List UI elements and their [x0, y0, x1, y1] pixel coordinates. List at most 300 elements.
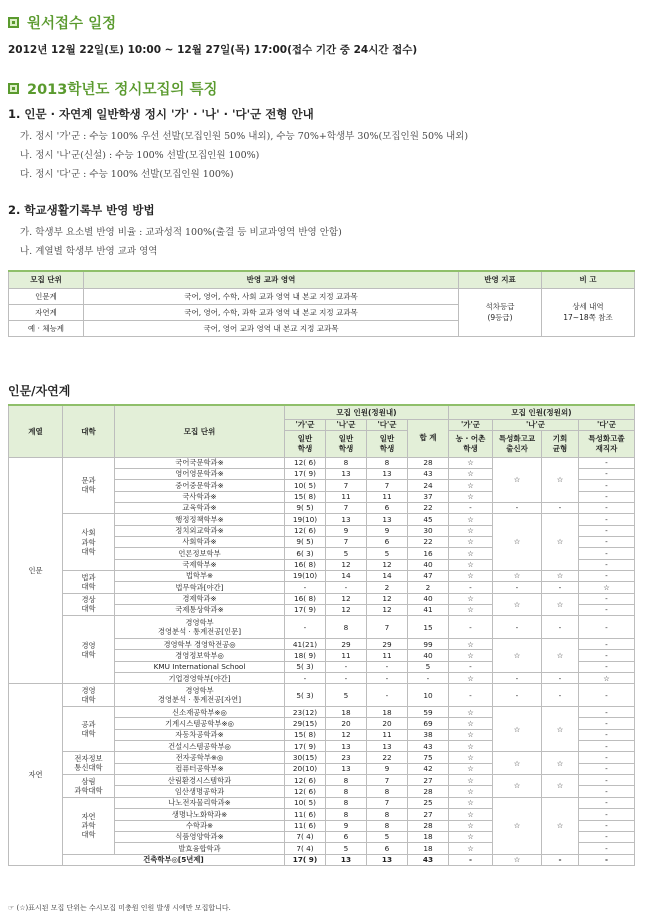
value-cell: 16( 8) [285, 559, 326, 570]
unit-cell: 발효융합학과 [115, 843, 285, 854]
value-cell: 12 [326, 604, 367, 615]
value-cell: ☆ [449, 491, 493, 502]
total-cell: 28 [408, 786, 449, 797]
value-cell: ☆ [542, 570, 579, 581]
total-cell: 25 [408, 797, 449, 808]
total-cell: 24 [408, 480, 449, 491]
value-cell: 16( 8) [285, 593, 326, 604]
feat-unit: 자연계 [9, 304, 84, 320]
total-cell: 47 [408, 570, 449, 581]
value-cell: 7 [326, 536, 367, 547]
value-cell: - [579, 616, 635, 639]
unit-cell: 컴퓨터공학부※ [115, 763, 285, 774]
value-cell: ☆ [542, 457, 579, 502]
value-cell: ☆ [449, 843, 493, 854]
value-cell: 13 [326, 741, 367, 752]
table-row [9, 797, 635, 808]
value-cell: - [285, 616, 326, 639]
item1-title: 1. 인문 · 자연계 일반학생 정시 '가' · '나' · '다'군 전형 안내 [8, 107, 314, 121]
value-cell: ☆ [449, 525, 493, 536]
value-cell: - [493, 616, 542, 639]
value-cell: - [449, 854, 493, 865]
value-cell: 20(10) [285, 763, 326, 774]
value-cell: 12 [367, 593, 408, 604]
value-cell: ☆ [449, 763, 493, 774]
apply-date-text: 2012년 12월 22일(토) 10:00 ~ 12월 27일(목) 17:00(접수 기간 중 24시간 접수) [8, 44, 418, 56]
total-cell: 41 [408, 604, 449, 615]
value-cell: 5 [326, 684, 367, 707]
unit-cell: 건축학부◎[5년제] [63, 854, 285, 865]
feat-subjects: 국어, 영어, 수학, 사회 교과 영역 내 본교 지정 교과목 [84, 288, 459, 304]
total-cell: 43 [408, 468, 449, 479]
header-quota-in: 모집 인원(정원내) [285, 405, 449, 419]
unit-cell: 전자공학부※◎ [115, 752, 285, 763]
unit-cell: 사회학과※ [115, 536, 285, 547]
value-cell: 7 [326, 480, 367, 491]
header-total: 합 계 [408, 419, 449, 457]
header-special-worker: 특성화고졸 재직자 [579, 430, 635, 457]
total-cell: 45 [408, 514, 449, 525]
green-square-icon [8, 17, 19, 28]
value-cell: ☆ [493, 639, 542, 673]
total-cell: 2 [408, 582, 449, 593]
value-cell: - [579, 593, 635, 604]
unit-cell: KMU International School [115, 661, 285, 672]
feat-header-note: 비 고 [542, 271, 635, 288]
apply-section-header [8, 12, 116, 33]
header-ga-out: '가'군 [449, 419, 493, 430]
total-cell: 42 [408, 763, 449, 774]
total-cell: 15 [408, 616, 449, 639]
value-cell: - [579, 491, 635, 502]
value-cell: 12( 6) [285, 775, 326, 786]
value-cell: 11 [326, 650, 367, 661]
value-cell: ☆ [493, 514, 542, 571]
value-cell: 8 [367, 820, 408, 831]
value-cell: 8 [326, 616, 367, 639]
value-cell: 29(15) [285, 718, 326, 729]
college-cell: 공과 대학 [63, 707, 115, 752]
feat-header-subjects: 반영 교과 영역 [84, 271, 459, 288]
total-cell: 22 [408, 502, 449, 513]
value-cell: 9( 5) [285, 536, 326, 547]
total-cell: 40 [408, 650, 449, 661]
value-cell: 11( 6) [285, 809, 326, 820]
value-cell: 7 [367, 775, 408, 786]
value-cell: - [579, 843, 635, 854]
value-cell: - [579, 650, 635, 661]
unit-cell: 경영학부 경영분석 · 통계전공[인문] [115, 616, 285, 639]
value-cell: ☆ [449, 468, 493, 479]
value-cell: ☆ [449, 650, 493, 661]
recruit-table [8, 404, 635, 866]
value-cell: - [579, 718, 635, 729]
green-square-icon [8, 83, 19, 94]
value-cell: ☆ [449, 831, 493, 842]
unit-cell: 법학부※ [115, 570, 285, 581]
value-cell: ☆ [449, 639, 493, 650]
value-cell: - [579, 661, 635, 672]
unit-cell: 국제학부※ [115, 559, 285, 570]
value-cell: - [579, 604, 635, 615]
value-cell: 10( 5) [285, 480, 326, 491]
unit-cell: 국제통상학과※ [115, 604, 285, 615]
value-cell: ☆ [579, 582, 635, 593]
header-equal-opp: 기회 균형 [542, 430, 579, 457]
value-cell: - [542, 502, 579, 513]
unit-cell: 식품영양학과※ [115, 831, 285, 842]
value-cell: - [449, 502, 493, 513]
value-cell: - [449, 661, 493, 672]
unit-cell: 행정정책학부※ [115, 514, 285, 525]
value-cell: 17( 9) [285, 604, 326, 615]
item1-line-3: 다. 정시 '다'군 : 수능 100% 선발(모집인원 100%) [20, 169, 234, 180]
value-cell: ☆ [449, 752, 493, 763]
total-cell: 43 [408, 741, 449, 752]
value-cell: - [367, 661, 408, 672]
value-cell: - [579, 468, 635, 479]
value-cell: 6 [367, 502, 408, 513]
value-cell: 13 [326, 514, 367, 525]
feat-note: 상세 내역 17~18쪽 참조 [542, 288, 635, 336]
item1-line-2: 나. 정시 '나'군(신설) : 수능 100% 선발(모집인원 100%) [20, 150, 260, 161]
value-cell: 5( 3) [285, 684, 326, 707]
value-cell: - [326, 582, 367, 593]
feat-unit: 인문계 [9, 288, 84, 304]
value-cell: - [326, 661, 367, 672]
value-cell: - [579, 809, 635, 820]
value-cell: - [579, 457, 635, 468]
value-cell: 8 [367, 809, 408, 820]
value-cell: 7 [367, 616, 408, 639]
value-cell: - [367, 684, 408, 707]
college-cell: 경영 대학 [63, 684, 115, 707]
value-cell: ☆ [449, 559, 493, 570]
total-cell: 30 [408, 525, 449, 536]
value-cell: 6( 3) [285, 548, 326, 559]
value-cell: 30(15) [285, 752, 326, 763]
value-cell: 11 [367, 729, 408, 740]
unit-cell: 건설시스템공학부◎ [115, 741, 285, 752]
value-cell: ☆ [449, 718, 493, 729]
value-cell: - [579, 752, 635, 763]
header-ga: '가'군 [285, 419, 326, 430]
value-cell: 8 [326, 775, 367, 786]
total-cell: 40 [408, 559, 449, 570]
unit-cell: 경영정보학부◎ [115, 650, 285, 661]
value-cell: 6 [326, 831, 367, 842]
value-cell: - [579, 480, 635, 491]
value-cell: 23(12) [285, 707, 326, 718]
item2-title: 2. 학교생활기록부 반영 방법 [8, 203, 155, 217]
value-cell: 12 [326, 559, 367, 570]
unit-cell: 수학과※ [115, 820, 285, 831]
total-cell: 27 [408, 809, 449, 820]
value-cell: - [367, 673, 408, 684]
value-cell: 7 [367, 797, 408, 808]
value-cell: 9 [326, 820, 367, 831]
value-cell: - [579, 763, 635, 774]
value-cell: 11 [326, 491, 367, 502]
total-cell: 28 [408, 820, 449, 831]
value-cell: ☆ [449, 604, 493, 615]
value-cell: 5 [367, 548, 408, 559]
value-cell: 5 [326, 548, 367, 559]
college-cell: 문과 대학 [63, 457, 115, 514]
table-row [9, 752, 635, 763]
total-cell: 69 [408, 718, 449, 729]
value-cell: ☆ [542, 593, 579, 616]
value-cell: 7 [367, 480, 408, 491]
recruit-section-title: 인문/자연계 [8, 384, 71, 398]
value-cell: - [579, 536, 635, 547]
value-cell: 14 [326, 570, 367, 581]
unit-cell: 생명나노화학과※ [115, 809, 285, 820]
value-cell: ☆ [449, 480, 493, 491]
value-cell: - [493, 502, 542, 513]
unit-cell: 중어중문학과※ [115, 480, 285, 491]
value-cell: - [579, 831, 635, 842]
total-cell: 18 [408, 843, 449, 854]
unit-cell: 신소재공학부※◎ [115, 707, 285, 718]
header-na: '나'군 [326, 419, 367, 430]
value-cell: 5 [367, 831, 408, 842]
header-general: 일반 학생 [326, 430, 367, 457]
value-cell: 8 [326, 797, 367, 808]
value-cell: - [579, 514, 635, 525]
total-cell: 37 [408, 491, 449, 502]
value-cell: ☆ [542, 514, 579, 571]
value-cell: ☆ [449, 741, 493, 752]
value-cell: - [579, 639, 635, 650]
header-quota-out: 모집 인원(정원외) [449, 405, 635, 419]
value-cell: 7( 4) [285, 843, 326, 854]
value-cell: 22 [367, 752, 408, 763]
value-cell: ☆ [542, 707, 579, 752]
value-cell: 13 [367, 854, 408, 865]
value-cell: ☆ [542, 752, 579, 775]
value-cell: - [579, 729, 635, 740]
feat-unit: 예 · 체능계 [9, 320, 84, 336]
value-cell: 12 [326, 593, 367, 604]
header-track: 계열 [9, 405, 63, 457]
value-cell: - [579, 525, 635, 536]
value-cell: 29 [367, 639, 408, 650]
value-cell: ☆ [493, 457, 542, 502]
value-cell: 13 [367, 468, 408, 479]
value-cell: ☆ [449, 673, 493, 684]
value-cell: 29 [326, 639, 367, 650]
value-cell: - [449, 582, 493, 593]
value-cell: ☆ [449, 797, 493, 808]
value-cell: - [579, 854, 635, 865]
value-cell: 11 [367, 491, 408, 502]
table-row [9, 854, 635, 865]
total-cell: 40 [408, 593, 449, 604]
unit-cell: 기계시스템공학부※◎ [115, 718, 285, 729]
feat-header-indicator: 반영 지표 [459, 271, 542, 288]
value-cell: 18 [367, 707, 408, 718]
value-cell: 12 [367, 604, 408, 615]
value-cell: ☆ [542, 797, 579, 854]
value-cell: - [579, 570, 635, 581]
total-cell: 18 [408, 831, 449, 842]
value-cell: 9 [367, 525, 408, 536]
value-cell: 6 [367, 843, 408, 854]
total-cell: 38 [408, 729, 449, 740]
value-cell: - [326, 673, 367, 684]
value-cell: 5( 3) [285, 661, 326, 672]
value-cell: 18 [326, 707, 367, 718]
value-cell: 12 [367, 559, 408, 570]
track-cell: 인문 [9, 457, 63, 684]
value-cell: - [579, 502, 635, 513]
value-cell: 9 [326, 525, 367, 536]
school-record-table [8, 270, 635, 337]
value-cell: ☆ [493, 797, 542, 854]
value-cell: 14 [367, 570, 408, 581]
college-cell: 삼림 과학대학 [63, 775, 115, 798]
table-row [9, 514, 635, 525]
value-cell: - [579, 820, 635, 831]
item1-line-1: 가. 정시 '가'군 : 수능 100% 우선 선발(모집인원 50% 내외), 수능 70%+학생부 30%(모집인원 50% 내외) [20, 131, 469, 142]
value-cell: - [542, 673, 579, 684]
value-cell: 19(10) [285, 570, 326, 581]
value-cell: - [285, 582, 326, 593]
value-cell: 9 [367, 763, 408, 774]
header-unit: 모집 단위 [115, 405, 285, 457]
unit-cell: 국어국문학과※ [115, 457, 285, 468]
value-cell: 8 [326, 457, 367, 468]
college-cell: 자연 과학 대학 [63, 797, 115, 854]
track-cell: 자연 [9, 684, 63, 866]
unit-cell: 법무학과[야간] [115, 582, 285, 593]
unit-cell: 자동차공학과※ [115, 729, 285, 740]
value-cell: ☆ [449, 809, 493, 820]
value-cell: 9( 5) [285, 502, 326, 513]
value-cell: - [579, 775, 635, 786]
value-cell: ☆ [449, 536, 493, 547]
value-cell: - [493, 684, 542, 707]
value-cell: 8 [326, 809, 367, 820]
total-cell: 28 [408, 457, 449, 468]
apply-section-title: 원서접수 일정 [27, 16, 117, 32]
value-cell: - [449, 616, 493, 639]
value-cell: 5 [326, 843, 367, 854]
value-cell: - [542, 854, 579, 865]
value-cell: 13 [326, 854, 367, 865]
header-general: 일반 학생 [285, 430, 326, 457]
value-cell: ☆ [449, 457, 493, 468]
total-cell: 75 [408, 752, 449, 763]
unit-cell: 정치외교학과※ [115, 525, 285, 536]
value-cell: ☆ [449, 729, 493, 740]
table-row [9, 457, 635, 468]
value-cell: - [579, 797, 635, 808]
value-cell: 20 [367, 718, 408, 729]
value-cell: ☆ [449, 593, 493, 604]
value-cell: - [542, 684, 579, 707]
table-row [9, 593, 635, 604]
value-cell: 12( 6) [285, 457, 326, 468]
features-section-header [8, 78, 218, 99]
recruit-table-body [9, 457, 635, 865]
unit-cell: 경제학과※ [115, 593, 285, 604]
unit-cell: 경영학부 경영학전공◎ [115, 639, 285, 650]
value-cell: - [579, 548, 635, 559]
item2-line-1: 가. 학생부 요소별 반영 비율 : 교과성적 100%(출결 등 비교과영역 반영 안함) [20, 227, 342, 238]
total-cell: 10 [408, 684, 449, 707]
unit-cell: 언론정보학부 [115, 548, 285, 559]
total-cell: 16 [408, 548, 449, 559]
features-section-title: 2013학년도 정시모집의 특징 [27, 82, 218, 98]
value-cell: 13 [367, 741, 408, 752]
value-cell: ☆ [493, 707, 542, 752]
value-cell: ☆ [579, 673, 635, 684]
total-cell: - [408, 673, 449, 684]
header-rural: 농 · 어촌 학생 [449, 430, 493, 457]
value-cell: ☆ [542, 775, 579, 798]
college-cell: 경상 대학 [63, 593, 115, 616]
value-cell: ☆ [493, 593, 542, 616]
value-cell: 8 [367, 457, 408, 468]
unit-cell: 산림환경시스템학과 [115, 775, 285, 786]
table-row [9, 775, 635, 786]
value-cell: - [449, 684, 493, 707]
unit-cell: 임산생명공학과 [115, 786, 285, 797]
value-cell: 11 [367, 650, 408, 661]
feat-subjects: 국어, 영어 교과 영역 내 본교 지정 교과목 [84, 320, 459, 336]
value-cell: 41(21) [285, 639, 326, 650]
value-cell: ☆ [449, 707, 493, 718]
feat-header-unit: 모집 단위 [9, 271, 84, 288]
value-cell: 17( 9) [285, 854, 326, 865]
value-cell: 19(10) [285, 514, 326, 525]
table-row [9, 616, 635, 639]
feat-subjects: 국어, 영어, 수학, 과학 교과 영역 내 본교 지정 교과목 [84, 304, 459, 320]
value-cell: 11( 6) [285, 820, 326, 831]
unit-cell: 나노전자물리학과※ [115, 797, 285, 808]
value-cell: 23 [326, 752, 367, 763]
total-cell: 22 [408, 536, 449, 547]
value-cell: 20 [326, 718, 367, 729]
value-cell: ☆ [449, 775, 493, 786]
value-cell: 17( 9) [285, 741, 326, 752]
header-special-hs: 특성화고교 출신자 [493, 430, 542, 457]
value-cell: 15( 8) [285, 491, 326, 502]
value-cell: ☆ [493, 775, 542, 798]
total-cell: 5 [408, 661, 449, 672]
value-cell: - [493, 673, 542, 684]
value-cell: 8 [367, 786, 408, 797]
value-cell: 13 [367, 514, 408, 525]
value-cell: 8 [326, 786, 367, 797]
value-cell: - [285, 673, 326, 684]
total-cell: 27 [408, 775, 449, 786]
header-da-out: '다'군 [579, 419, 635, 430]
value-cell: 15( 8) [285, 729, 326, 740]
value-cell: 13 [326, 763, 367, 774]
unit-cell: 기업경영학부[야간] [115, 673, 285, 684]
value-cell: 12( 6) [285, 525, 326, 536]
value-cell: 13 [326, 468, 367, 479]
value-cell: - [579, 741, 635, 752]
value-cell: 7 [326, 502, 367, 513]
table-row [9, 684, 635, 707]
college-cell: 전자정보 통신대학 [63, 752, 115, 775]
value-cell: 6 [367, 536, 408, 547]
value-cell: - [542, 582, 579, 593]
